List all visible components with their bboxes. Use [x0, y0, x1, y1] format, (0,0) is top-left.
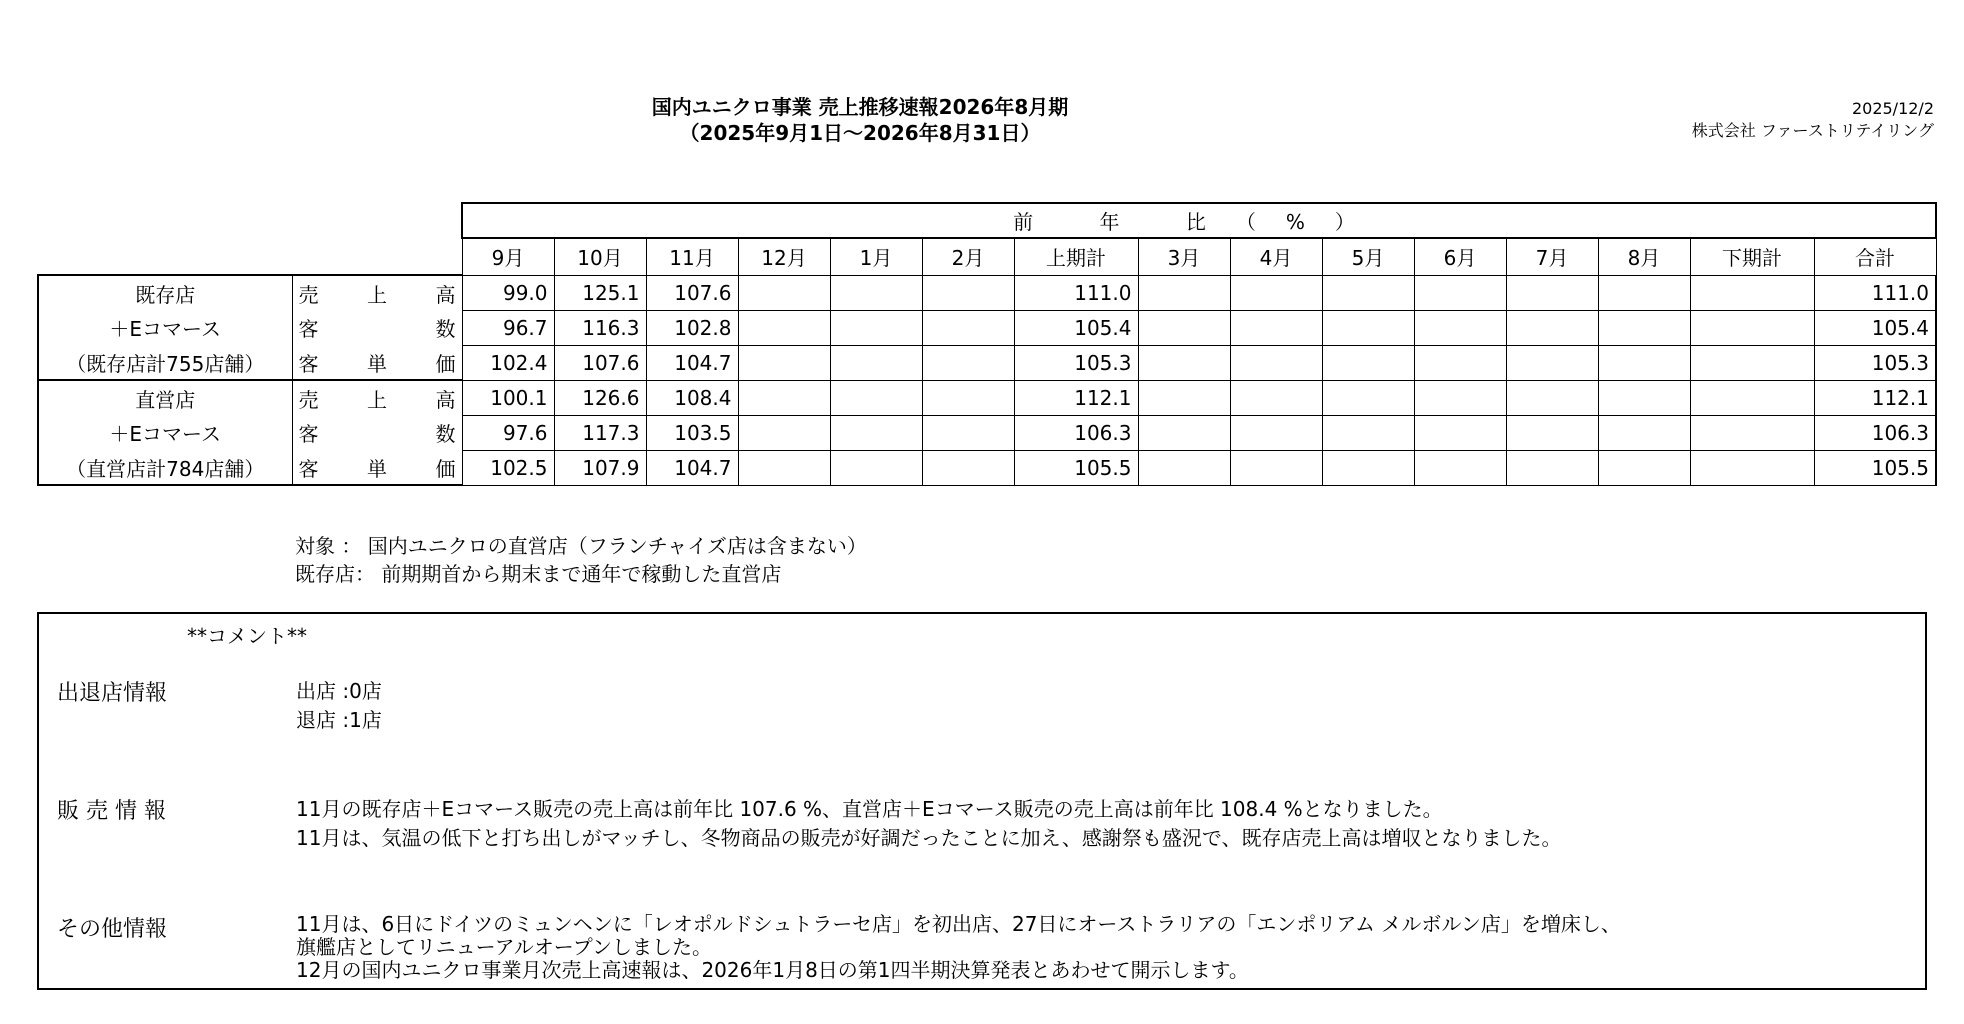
value-cell — [922, 450, 1014, 485]
value-cell — [1506, 310, 1598, 345]
value-cell: 116.3 — [554, 310, 646, 345]
table-row — [38, 415, 1936, 450]
value-cell: 111.0 — [1814, 275, 1936, 310]
value-cell — [1322, 345, 1414, 380]
total-header: 合計 — [1814, 238, 1936, 275]
value-cell: 102.8 — [646, 310, 738, 345]
value-cell — [738, 415, 830, 450]
sales-table — [37, 202, 1937, 486]
notes — [295, 532, 867, 588]
comment-line: 出店 :0店 — [296, 679, 382, 703]
comment-line: 12月の国内ユニクロ事業月次売上高速報は、2026年1月8日の第1四半期決算発表とあわせて開示します。 — [296, 958, 1249, 982]
value-cell — [830, 345, 922, 380]
value-cell — [738, 345, 830, 380]
title-line-2: （2025年9月1日～2026年8月31日） — [679, 121, 1041, 145]
value-cell — [1506, 415, 1598, 450]
group-label: （既存店計755店舗） — [38, 345, 292, 380]
value-cell — [1506, 345, 1598, 380]
month-header: 10月 — [554, 238, 646, 275]
comment-line: 11月は、6日にドイツのミュンヘンに「レオポルドシュトラーセ店」を初出店、27日にオーストラリアの「エンポリアム メルボルン店」を増床し、 — [296, 912, 1621, 936]
value-cell — [1138, 345, 1230, 380]
value-cell — [1138, 450, 1230, 485]
value-cell: 106.3 — [1014, 415, 1138, 450]
value-cell: 112.1 — [1814, 380, 1936, 415]
value-cell — [830, 275, 922, 310]
note-line: 対象 ： 国内ユニクロの直営店（フランチャイズ店は含まない） — [295, 534, 867, 558]
value-cell — [1690, 450, 1814, 485]
value-cell — [1138, 310, 1230, 345]
value-cell — [1414, 275, 1506, 310]
value-cell: 105.3 — [1014, 345, 1138, 380]
value-cell: 102.5 — [462, 450, 554, 485]
value-cell — [1138, 380, 1230, 415]
value-cell: 125.1 — [554, 275, 646, 310]
value-cell — [1230, 345, 1322, 380]
group-label: （直営店計784店舗） — [38, 450, 292, 485]
section-label-other: その他情報 — [57, 917, 168, 942]
value-cell — [1322, 380, 1414, 415]
value-cell — [1322, 450, 1414, 485]
value-cell: 107.9 — [554, 450, 646, 485]
report-date: 2025/12/2 — [1851, 99, 1934, 118]
comment-line: 退店 :1店 — [296, 708, 382, 732]
value-cell — [1690, 345, 1814, 380]
value-cell — [1598, 275, 1690, 310]
value-cell: 102.4 — [462, 345, 554, 380]
value-cell: 105.4 — [1814, 310, 1936, 345]
value-cell — [830, 380, 922, 415]
value-cell: 106.3 — [1814, 415, 1936, 450]
month-header: 7月 — [1506, 238, 1598, 275]
value-cell — [1138, 415, 1230, 450]
value-cell: 105.5 — [1014, 450, 1138, 485]
value-cell: 105.4 — [1014, 310, 1138, 345]
comment-box — [37, 612, 1927, 990]
value-cell: 107.6 — [646, 275, 738, 310]
section-label-sales: 販 売 情 報 — [57, 799, 166, 824]
value-cell — [1690, 380, 1814, 415]
value-cell — [922, 345, 1014, 380]
month-header: 2月 — [922, 238, 1014, 275]
comment-line: 11月は、気温の低下と打ち出しがマッチし、冬物商品の販売が好調だったことに加え、感謝祭も盛況で、既存店売上高は増収となりました。 — [296, 826, 1562, 850]
value-cell — [738, 310, 830, 345]
value-cell — [1414, 345, 1506, 380]
value-cell — [1230, 450, 1322, 485]
value-cell — [1598, 450, 1690, 485]
header-row-group — [38, 203, 1936, 238]
value-cell: 105.3 — [1814, 345, 1936, 380]
comment-line: 11月の既存店＋Eコマース販売の売上高は前年比 107.6 %、直営店＋Eコマース販売の売上高は前年比 108.4 %となりました。 — [296, 797, 1443, 821]
header-row-months — [38, 238, 1936, 275]
subtotal-header: 上期計 — [1014, 238, 1138, 275]
value-cell: 100.1 — [462, 380, 554, 415]
value-cell — [1414, 450, 1506, 485]
section-text-stores — [296, 677, 382, 735]
month-header: 4月 — [1230, 238, 1322, 275]
value-cell: 126.6 — [554, 380, 646, 415]
value-cell — [922, 310, 1014, 345]
table-row — [38, 380, 1936, 415]
metric-label: 客 数 — [292, 310, 462, 345]
value-cell: 117.3 — [554, 415, 646, 450]
value-cell: 99.0 — [462, 275, 554, 310]
metric-label: 売 上 高 — [292, 275, 462, 310]
group-label: 既存店 — [38, 275, 292, 310]
month-header: 1月 — [830, 238, 922, 275]
company-name: 株式会社 ファーストリテイリング — [1691, 121, 1934, 140]
value-cell — [1690, 275, 1814, 310]
value-cell — [1506, 380, 1598, 415]
value-cell — [922, 380, 1014, 415]
metric-label: 売 上 高 — [292, 380, 462, 415]
subtotal-header: 下期計 — [1690, 238, 1814, 275]
value-cell — [1414, 310, 1506, 345]
value-cell — [1506, 450, 1598, 485]
metric-label: 客 数 — [292, 415, 462, 450]
value-cell — [1322, 275, 1414, 310]
value-cell: 105.5 — [1814, 450, 1936, 485]
value-cell — [1506, 275, 1598, 310]
value-cell: 108.4 — [646, 380, 738, 415]
month-header: 11月 — [646, 238, 738, 275]
value-cell — [1230, 310, 1322, 345]
report-title — [500, 94, 1220, 146]
month-header: 12月 — [738, 238, 830, 275]
section-label-stores: 出退店情報 — [57, 681, 168, 706]
value-cell — [738, 275, 830, 310]
value-cell — [1230, 380, 1322, 415]
metric-label: 客 単 価 — [292, 345, 462, 380]
month-header: 6月 — [1414, 238, 1506, 275]
value-cell — [922, 415, 1014, 450]
table-row — [38, 310, 1936, 345]
month-header: 5月 — [1322, 238, 1414, 275]
value-cell — [830, 450, 922, 485]
group-label: 直営店 — [38, 380, 292, 415]
value-cell: 104.7 — [646, 450, 738, 485]
table-row — [38, 450, 1936, 485]
value-cell — [738, 380, 830, 415]
value-cell — [1598, 310, 1690, 345]
value-cell — [830, 415, 922, 450]
table-row — [38, 345, 1936, 380]
value-cell — [1322, 310, 1414, 345]
value-cell — [1230, 275, 1322, 310]
value-cell: 111.0 — [1014, 275, 1138, 310]
group-label: ＋Eコマース — [38, 415, 292, 450]
group-label: ＋Eコマース — [38, 310, 292, 345]
value-cell — [922, 275, 1014, 310]
value-cell: 107.6 — [554, 345, 646, 380]
value-cell — [830, 310, 922, 345]
month-header: 8月 — [1598, 238, 1690, 275]
value-cell — [1230, 415, 1322, 450]
table-row — [38, 275, 1936, 310]
month-header: 3月 — [1138, 238, 1230, 275]
section-text-sales — [296, 795, 1561, 853]
metric-label: 客 単 価 — [292, 450, 462, 485]
title-line-1: 国内ユニクロ事業 売上推移速報2026年8月期 — [651, 95, 1069, 119]
value-cell: 112.1 — [1014, 380, 1138, 415]
value-cell — [1414, 415, 1506, 450]
value-cell — [1690, 415, 1814, 450]
value-cell — [1138, 275, 1230, 310]
value-cell — [1598, 415, 1690, 450]
comment-line: 旗艦店としてリニューアルオープンしました。 — [296, 935, 712, 959]
note-line: 既存店： 前期期首から期末まで通年で稼動した直営店 — [295, 562, 782, 586]
section-text-other — [296, 913, 1621, 982]
yoy-group-header: 前 年 比（%） — [462, 203, 1936, 238]
value-cell — [1598, 345, 1690, 380]
value-cell — [738, 450, 830, 485]
value-cell — [1690, 310, 1814, 345]
value-cell: 104.7 — [646, 345, 738, 380]
value-cell: 96.7 — [462, 310, 554, 345]
comment-title: **コメント** — [187, 624, 307, 648]
value-cell — [1598, 380, 1690, 415]
month-header: 9月 — [462, 238, 554, 275]
value-cell: 103.5 — [646, 415, 738, 450]
value-cell — [1414, 380, 1506, 415]
value-cell: 97.6 — [462, 415, 554, 450]
value-cell — [1322, 415, 1414, 450]
